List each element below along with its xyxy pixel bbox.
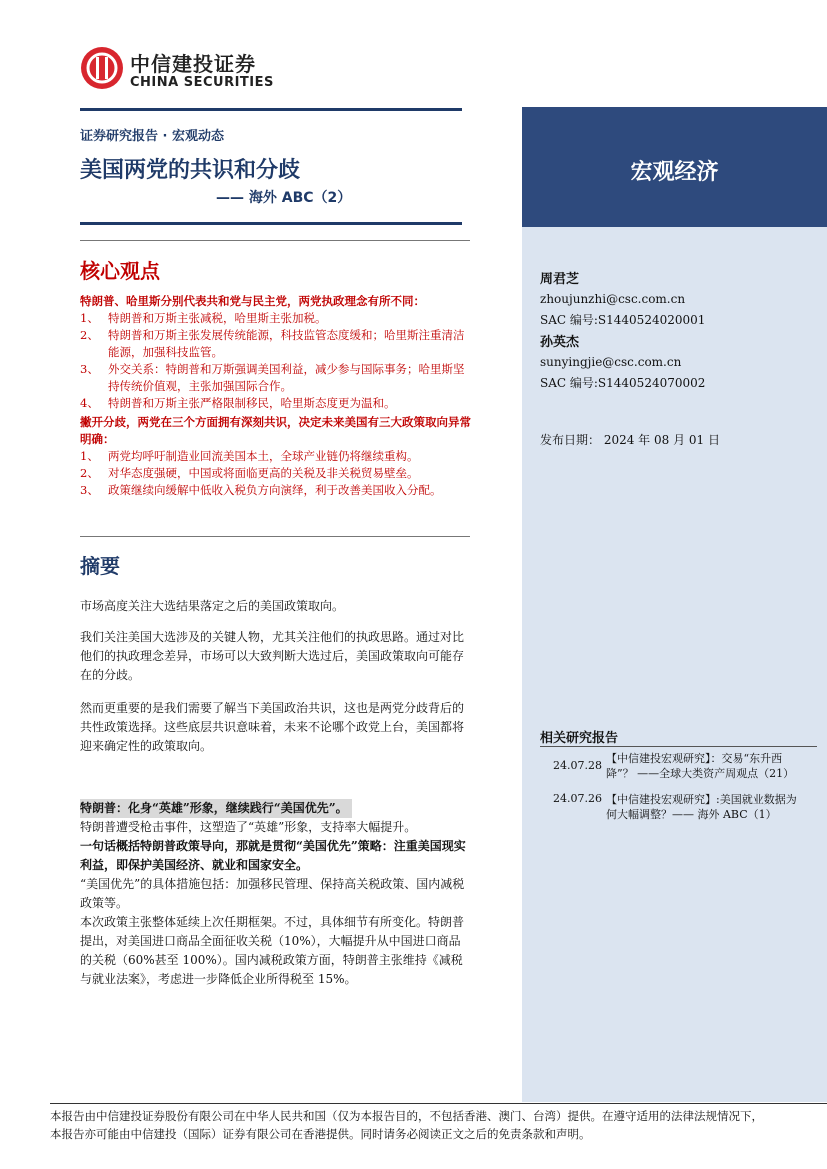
core-point-item — [80, 482, 472, 499]
core-point-item — [80, 361, 472, 395]
trump-p1: 特朗普遭受枪击事件，这塑造了“英雄”形象，支持率大幅提升。 — [80, 820, 417, 834]
trump-p4: 本次政策主张整体延续上次任期框架。不过，具体细节有所变化。特朗普提出，对美国进口商品全面征收关税（10%），大幅提升从中国进口商品的关税（60%甚至 100%）。国内减税政策方面，特朗普主张维持《减税与就业法案》，考虑进一步降低企业所得税至 15%。 — [80, 915, 465, 986]
related-date: 24.07.28 — [553, 759, 602, 772]
core-heading: 核心观点 — [80, 259, 160, 283]
related-title: 相关研究报告 — [540, 731, 619, 746]
footer-rule — [50, 1103, 827, 1104]
trump-section — [80, 797, 472, 989]
related-link[interactable]: 【中信建投宏观研究】:美国就业数据为何大幅调整？—— 海外 ABC（1） — [606, 793, 797, 821]
author-sac: SAC 编号:S1440524070002 — [540, 376, 706, 390]
core-point-item — [80, 395, 472, 412]
point-number: 4、 — [80, 396, 99, 410]
page-title: 美国两党的共识和分歧 — [80, 158, 301, 183]
core-points-1 — [80, 310, 472, 412]
footer-line-1: 本报告由中信建投证券股份有限公司在中华人民共和国（仅为本报告目的，不包括香港、澳门、台湾）提供。在遵守适用的法律法规情况下， — [50, 1109, 763, 1123]
authors — [540, 268, 820, 391]
brand-logo-icon — [81, 47, 123, 89]
footer-line-2: 本报告亦可能由中信建投（国际）证券有限公司在香港提供。同时请务必阅读正文之后的免责条款和声明。 — [50, 1127, 591, 1141]
core-intro-2: 撇开分歧，两党在三个方面拥有深刻共识，决定未来美国有三大政策取向异常明确： — [80, 415, 471, 446]
sidebar — [522, 107, 827, 1102]
summary-p1: 市场高度关注大选结果落定之后的美国政策取向。 — [80, 599, 345, 613]
core-point-item — [80, 310, 472, 327]
divider — [80, 240, 470, 241]
point-number: 3、 — [80, 362, 99, 376]
point-number: 2、 — [80, 328, 99, 342]
summary-heading: 摘要 — [80, 554, 120, 578]
brand-name-cn: 中信建投证券 — [130, 52, 256, 76]
core-point-item — [80, 465, 472, 482]
core-intro-1: 特朗普、哈里斯分别代表共和党与民主党，两党执政理念有所不同： — [80, 294, 425, 308]
point-text: 特朗普和万斯主张严格限制移民，哈里斯态度更为温和。 — [108, 396, 396, 410]
related-rule — [540, 746, 817, 747]
trump-p2: 一句话概括特朗普政策导向，那就是贯彻“美国优先”策略：注重美国现实利益，即保护美国经济、就业和国家安全。 — [80, 839, 466, 872]
point-text: 政策继续向缓解中低收入税负方向演绎，利于改善美国收入分配。 — [108, 483, 442, 497]
page-subtitle: —— 海外 ABC（2） — [216, 190, 352, 206]
author-sac: SAC 编号:S1440524020001 — [540, 313, 706, 327]
top-rule — [80, 108, 462, 111]
related-date: 24.07.26 — [553, 792, 602, 805]
core-point-item — [80, 327, 472, 361]
author-email[interactable]: zhoujunzhi@csc.com.cn — [540, 292, 686, 306]
author-email[interactable]: sunyingjie@csc.com.cn — [540, 355, 682, 369]
author-name: 周君芝 — [540, 272, 580, 287]
core-points-2 — [80, 448, 472, 499]
related-link[interactable]: 【中信建投宏观研究】：交易“东升西降”？ ——全球大类资产周观点（21） — [606, 752, 795, 780]
point-text: 外交关系：特朗普和万斯强调美国利益，减少参与国际事务；哈里斯坚持传统价值观，主张加强国际合作。 — [108, 362, 465, 393]
point-number: 3、 — [80, 483, 99, 497]
section-label: 宏观经济 — [630, 160, 719, 185]
divider — [80, 536, 470, 537]
point-text: 两党均呼吁制造业回流美国本土，全球产业链仍将继续重构。 — [108, 449, 419, 463]
core-point-item — [80, 448, 472, 465]
point-text: 特朗普和万斯主张减税，哈里斯主张加税。 — [108, 311, 327, 325]
point-number: 1、 — [80, 449, 99, 463]
point-text: 对华态度强硬，中国或将面临更高的关税及非关税贸易壁垒。 — [108, 466, 419, 480]
header-bottom-rule — [80, 222, 462, 225]
publish-date: 发布日期： 2024 年 08 月 01 日 — [540, 433, 720, 447]
point-text: 特朗普和万斯主张发展传统能源，科技监管态度缓和；哈里斯注重清洁能源，加强科技监管。 — [108, 328, 465, 359]
summary-p3: 然而更重要的是我们需要了解当下美国政治共识，这也是两党分歧背后的共性政策选择。这些底层共识意味着，未来不论哪个政党上台，美国都将迎来确定性的政策取向。 — [80, 701, 465, 753]
point-number: 2、 — [80, 466, 99, 480]
trump-p3: “美国优先”的具体措施包括：加强移民管理、保持高关税政策、国内减税政策等。 — [80, 877, 465, 910]
trump-heading: 特朗普：化身“英雄”形象，继续践行“美国优先”。 — [80, 799, 352, 818]
report-kicker: 证券研究报告 · 宏观动态 — [80, 129, 224, 144]
author-name: 孙英杰 — [540, 335, 580, 350]
core-section — [80, 293, 472, 499]
summary-p2: 我们关注美国大选涉及的关键人物，尤其关注他们的执政思路。通过对比他们的执政理念差异，市场可以大致判断大选过后，美国政策取向可能存在的分歧。 — [80, 630, 465, 682]
point-number: 1、 — [80, 311, 99, 325]
brand-name-en: CHINA SECURITIES — [130, 75, 274, 90]
